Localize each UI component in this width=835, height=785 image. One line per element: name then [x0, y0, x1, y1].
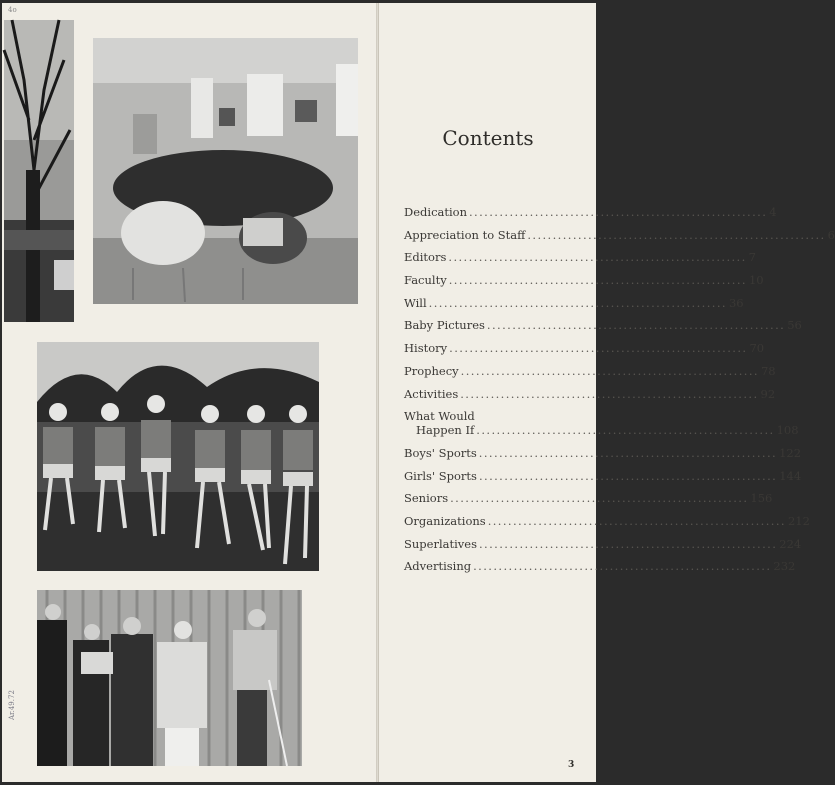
toc-entry-faculty: Faculty ........................................................... 10: [404, 273, 764, 288]
margin-note: Ar.49.72: [8, 690, 16, 720]
toc-entry-advertising: Advertising ........................................................... 232: [404, 559, 796, 574]
toc-entry-prophecy: Prophecy ........................................................... 78: [404, 363, 776, 378]
toc-entry-will: Will ........................................................... 36: [404, 295, 744, 310]
toc-entry-baby-pictures: Baby Pictures ........................................................... 56: [404, 318, 802, 333]
stage-skit-photo: [37, 590, 302, 766]
table-of-contents: [404, 205, 835, 582]
toc-entry-appreciation: Appreciation to Staff ........................................................... 6: [404, 227, 835, 242]
classroom-photo: [93, 38, 358, 304]
toc-entry-girls-sports: Girls' Sports ........................................................... 144: [404, 468, 802, 483]
cheerleaders-photo: [37, 342, 319, 571]
toc-entry-boys-sports: Boys' Sports ........................................................... 122: [404, 445, 802, 460]
toc-entry-superlatives: Superlatives ........................................................... 224: [404, 536, 802, 551]
page-title: Contents: [442, 126, 534, 150]
toc-entry-activities: Activities ........................................................... 92: [404, 386, 776, 401]
tree-photo: [4, 20, 74, 322]
toc-entry-history: History ........................................................... 70: [404, 341, 765, 356]
toc-entry-what-would-happen-if: What Would Happen If ........................................................... 108: [404, 409, 799, 438]
toc-entry-organizations: Organizations ........................................................... 212: [404, 513, 810, 528]
corner-mark: 4o: [8, 6, 17, 14]
page-number: 3: [568, 760, 575, 770]
toc-entry-editors: Editors ........................................................... 7: [404, 250, 756, 265]
toc-entry-dedication: Dedication ........................................................... 4: [404, 205, 777, 219]
page-fold: [376, 3, 379, 782]
toc-entry-seniors: Seniors ........................................................... 156: [404, 491, 773, 506]
